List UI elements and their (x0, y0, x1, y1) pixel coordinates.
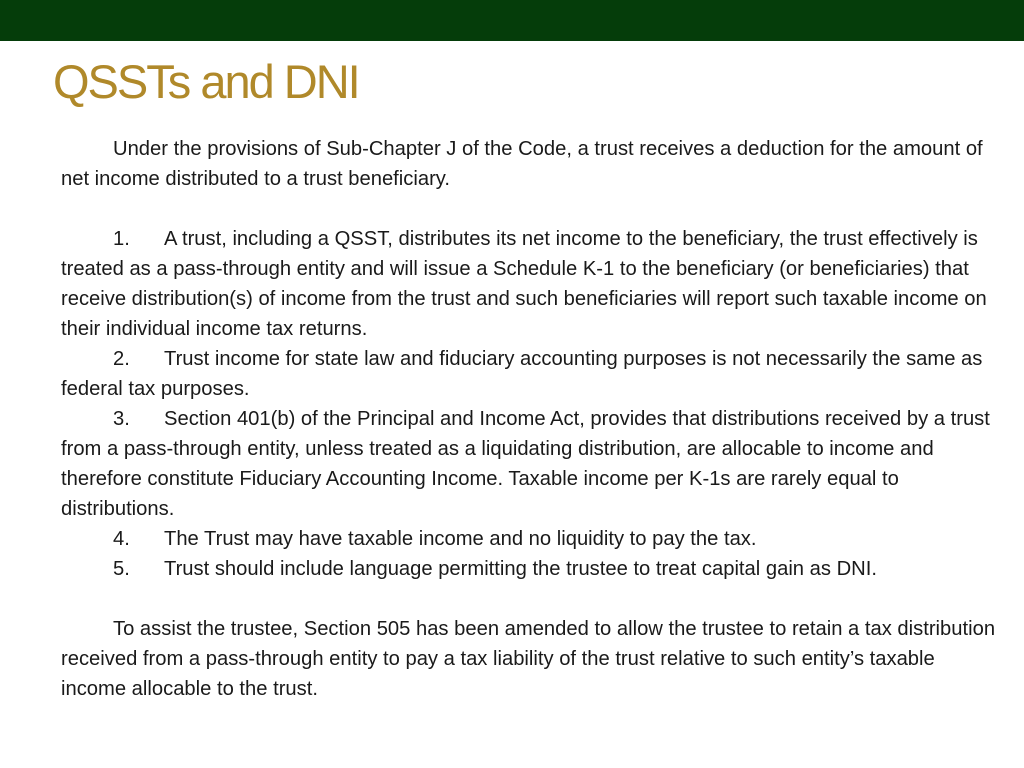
list-item-number: 5. (113, 558, 130, 580)
slide-title: QSSTs and DNI (53, 55, 359, 108)
paragraph-spacer (61, 584, 1001, 614)
list-item-number: 4. (113, 528, 130, 550)
slide-body (61, 134, 1001, 704)
paragraph-spacer (61, 194, 1001, 224)
list-item (61, 344, 1001, 404)
list-item (61, 224, 1001, 344)
intro-paragraph: Under the provisions of Sub-Chapter J of the Code, a trust receives a deduction for the amount of net income distributed to a trust beneficiary. (61, 138, 983, 190)
list-item-text: The Trust may have taxable income and no liquidity to pay the tax. (164, 528, 757, 550)
list-item (61, 524, 1001, 554)
list-item-number: 2. (113, 348, 130, 370)
list-item-text: Trust should include language permitting the trustee to treat capital gain as DNI. (164, 558, 877, 580)
list-item-text: Trust income for state law and fiduciary accounting purposes is not necessarily the same as federal tax purposes. (61, 348, 983, 400)
list-item-number: 3. (113, 408, 130, 430)
list-item (61, 404, 1001, 524)
top-header-bar (0, 0, 1024, 41)
list-item-text: Section 401(b) of the Principal and Income Act, provides that distributions received by a trust from a pass-through entity, unless treated as a liquidating distribution, are allocable to income and therefore constitute Fiduciary Accounting Income. Taxable income per K-1s are rarely equal to distributions. (61, 408, 990, 520)
list-item (61, 554, 1001, 584)
list-item-number: 1. (113, 228, 130, 250)
closing-paragraph: To assist the trustee, Section 505 has been amended to allow the trustee to retain a tax distribution received from a pass-through entity to pay a tax liability of the trust relative to such entity’s taxable income allocable to the trust. (61, 618, 996, 700)
list-item-text: A trust, including a QSST, distributes its net income to the beneficiary, the trust effectively is treated as a pass-through entity and will issue a Schedule K-1 to the beneficiary (or beneficiaries) that receive distribution(s) of income from the trust and such beneficiaries will report such taxable income on their individual income tax returns. (61, 228, 987, 340)
